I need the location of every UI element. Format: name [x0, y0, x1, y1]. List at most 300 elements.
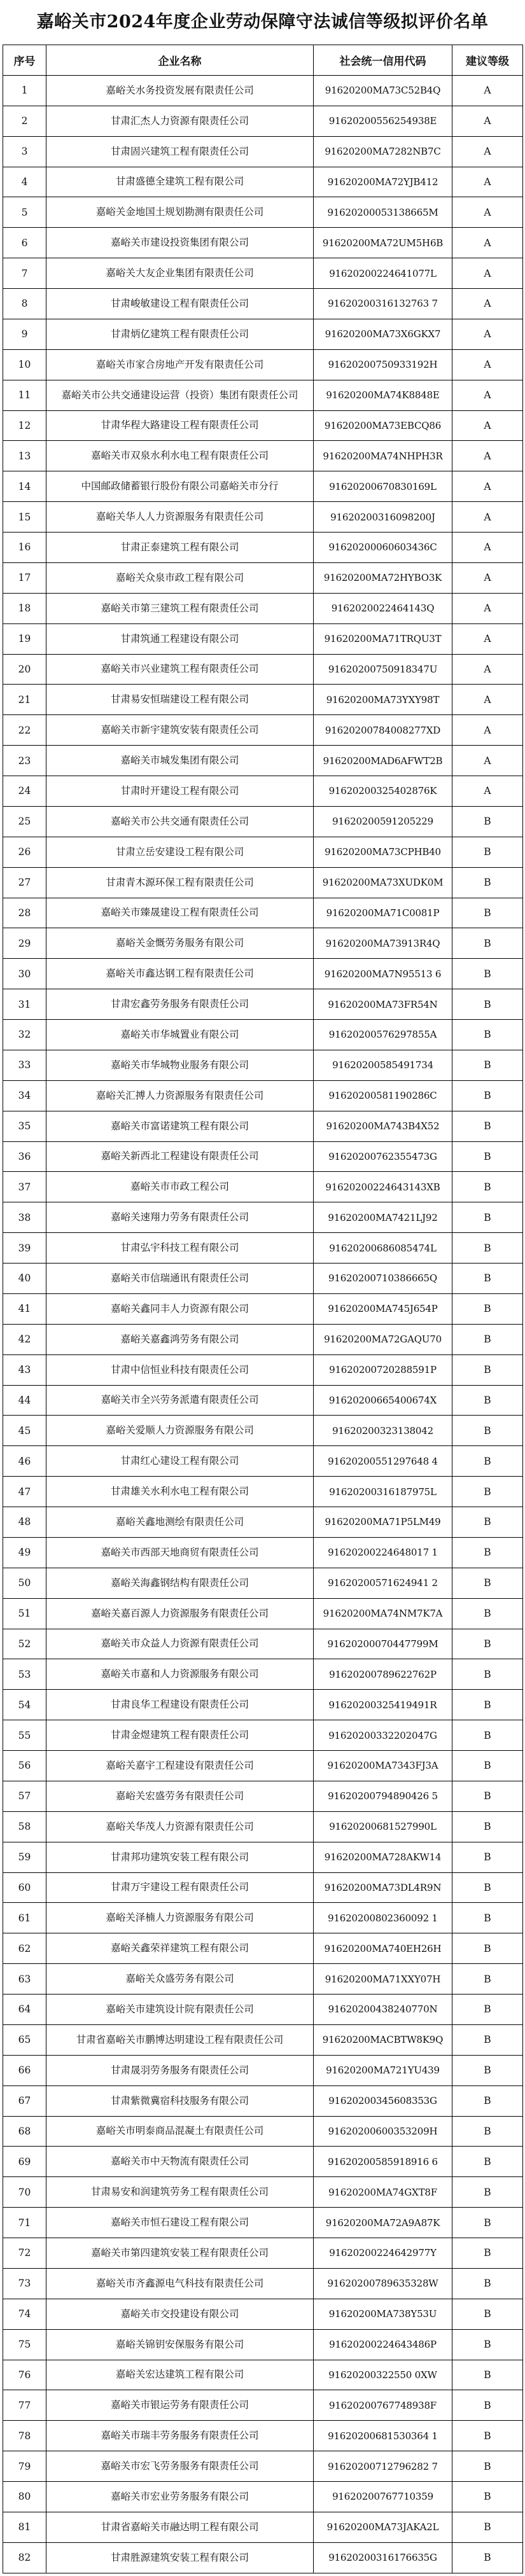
row-credit-code: 91620200332202047G — [314, 1720, 452, 1751]
row-level: B — [452, 1568, 523, 1598]
table-row — [3, 898, 523, 928]
row-credit-code: 91620200MA73CPHB40 — [314, 837, 452, 867]
row-level: B — [452, 1629, 523, 1659]
row-credit-code: 91620200720288591P — [314, 1354, 452, 1385]
row-credit-code: 91620200MA7421LJ92 — [314, 1202, 452, 1233]
row-credit-code: 91620200316187975L — [314, 1477, 452, 1507]
row-company-name: 甘肃易安和润建筑劳务工程有限责任公司 — [46, 2177, 314, 2208]
row-company-name: 中国邮政储蓄银行股份有限公司嘉峪关市分行 — [46, 471, 314, 502]
row-index: 76 — [3, 2360, 46, 2390]
row-level: A — [452, 715, 523, 746]
table-row — [3, 2116, 523, 2147]
page-title: 嘉峪关市2024年度企业劳动保障守法诚信等级拟评价名单 — [36, 12, 489, 32]
row-level: A — [452, 441, 523, 471]
row-level: B — [452, 1233, 523, 1264]
table-row — [3, 2085, 523, 2116]
table-row — [3, 1324, 523, 1354]
row-credit-code: 91620200MA74K8848E — [314, 380, 452, 410]
row-level: B — [452, 1050, 523, 1080]
row-company-name: 嘉峪关爱顺人力资源服务有限公司 — [46, 1416, 314, 1446]
row-credit-code: 91620200MA73C52B4Q — [314, 75, 452, 106]
row-level: A — [452, 502, 523, 533]
row-index: 51 — [3, 1598, 46, 1629]
row-credit-code: 91620200750933192H — [314, 349, 452, 380]
row-credit-code: 91620200556254938E — [314, 106, 452, 136]
row-company-name: 嘉峪关新西北工程建设有限责任公司 — [46, 1141, 314, 1172]
row-level: A — [452, 533, 523, 563]
row-index: 58 — [3, 1811, 46, 1842]
row-level: B — [452, 1324, 523, 1354]
row-company-name: 嘉峪关市恒石建设工程有限公司 — [46, 2208, 314, 2238]
table-row — [3, 2299, 523, 2329]
row-level: A — [452, 654, 523, 685]
row-index: 4 — [3, 167, 46, 197]
row-level: B — [452, 1598, 523, 1629]
row-level: A — [452, 746, 523, 776]
table-row — [3, 2055, 523, 2085]
table-row — [3, 837, 523, 867]
row-credit-code: 91620200762355473G — [314, 1141, 452, 1172]
row-level: B — [452, 2085, 523, 2116]
row-company-name: 嘉峪关华茂人力资源有限责任公司 — [46, 1811, 314, 1842]
row-credit-code: 91620200MA72UM5H6B — [314, 228, 452, 258]
table-row — [3, 685, 523, 715]
row-level: B — [452, 1446, 523, 1477]
row-index: 53 — [3, 1659, 46, 1690]
table-body — [3, 75, 523, 2573]
row-credit-code: 91620200MA745J654P — [314, 1293, 452, 1324]
table-row — [3, 1202, 523, 1233]
row-credit-code: 91620200MA72GAQU70 — [314, 1324, 452, 1354]
row-index: 65 — [3, 2024, 46, 2055]
row-company-name: 甘肃胜源建筑安装工程有限公司 — [46, 2542, 314, 2573]
table-row — [3, 959, 523, 989]
row-company-name: 嘉峪关水务投资发展有限责任公司 — [46, 75, 314, 106]
row-credit-code: 91620200MA73913R4Q — [314, 928, 452, 959]
row-index: 6 — [3, 228, 46, 258]
table-row — [3, 2147, 523, 2177]
table-row — [3, 593, 523, 623]
row-company-name: 嘉峪关众泉市政工程有限公司 — [46, 562, 314, 593]
row-index: 13 — [3, 441, 46, 471]
row-level: B — [452, 1903, 523, 1933]
row-credit-code: 91620200316176635G — [314, 2542, 452, 2573]
row-index: 67 — [3, 2085, 46, 2116]
row-level: B — [452, 2451, 523, 2482]
row-level: A — [452, 167, 523, 197]
row-company-name: 甘肃弘宇科技工程有限公司 — [46, 1233, 314, 1264]
row-index: 37 — [3, 1172, 46, 1202]
row-index: 49 — [3, 1537, 46, 1568]
row-credit-code: 91620200070447799M — [314, 1629, 452, 1659]
row-credit-code: 91620200224641077L — [314, 258, 452, 289]
row-index: 56 — [3, 1751, 46, 1781]
row-index: 72 — [3, 2238, 46, 2269]
row-level: B — [452, 1141, 523, 1172]
row-company-name: 嘉峪关汇搏人力资源服务有限责任公司 — [46, 1080, 314, 1111]
table-row — [3, 1629, 523, 1659]
row-index: 59 — [3, 1842, 46, 1872]
row-index: 5 — [3, 197, 46, 228]
row-company-name: 嘉峪关鑫地测绘有限责任公司 — [46, 1507, 314, 1538]
row-credit-code: 91620200MA7N95513 6 — [314, 959, 452, 989]
table-row — [3, 289, 523, 319]
row-level: B — [452, 959, 523, 989]
table-row — [3, 806, 523, 837]
row-index: 32 — [3, 1020, 46, 1050]
row-credit-code: 91620200MA7282NB7C — [314, 136, 452, 167]
row-company-name: 嘉峪关泽楠人力资源服务有限公司 — [46, 1903, 314, 1933]
row-company-name: 甘肃时开建设工程有限公司 — [46, 776, 314, 807]
table-row — [3, 2360, 523, 2390]
row-index: 10 — [3, 349, 46, 380]
table-row — [3, 1385, 523, 1416]
row-credit-code: 91620200MA71TRQU3T — [314, 623, 452, 654]
row-credit-code: 91620200789622762P — [314, 1659, 452, 1690]
row-index: 14 — [3, 471, 46, 502]
row-company-name: 嘉峪关市公共交通建设运营（投资）集团有限责任公司 — [46, 380, 314, 410]
row-level: B — [452, 1781, 523, 1811]
row-index: 40 — [3, 1264, 46, 1294]
row-company-name: 甘肃青木源环保工程有限责任公司 — [46, 867, 314, 898]
row-index: 19 — [3, 623, 46, 654]
row-level: B — [452, 1751, 523, 1781]
row-company-name: 嘉峪关市城发集团有限公司 — [46, 746, 314, 776]
row-credit-code: 91620200665400674X — [314, 1385, 452, 1416]
row-level: A — [452, 471, 523, 502]
table-row — [3, 1659, 523, 1690]
row-level: B — [452, 837, 523, 867]
row-credit-code: 91620200345608353G — [314, 2085, 452, 2116]
row-index: 77 — [3, 2390, 46, 2421]
header-credit-code: 社会统一信用代码 — [314, 45, 452, 76]
table-row — [3, 228, 523, 258]
table-row — [3, 1264, 523, 1294]
row-index: 47 — [3, 1477, 46, 1507]
row-index: 17 — [3, 562, 46, 593]
row-company-name: 嘉峪关市西部天地商贸有限责任公司 — [46, 1537, 314, 1568]
row-level: B — [452, 1507, 523, 1538]
row-level: B — [452, 2390, 523, 2421]
row-level: B — [452, 898, 523, 928]
row-company-name: 嘉峪关市富诺建筑工程有限公司 — [46, 1111, 314, 1141]
row-company-name: 嘉峪关市瑞丰劳务服务有限责任公司 — [46, 2421, 314, 2451]
table-row — [3, 1080, 523, 1111]
row-level: B — [452, 1659, 523, 1690]
header-level: 建议等级 — [452, 45, 523, 76]
row-index: 46 — [3, 1446, 46, 1477]
row-index: 63 — [3, 1964, 46, 1995]
row-credit-code: 91620200224643486P — [314, 2329, 452, 2360]
row-company-name: 嘉峪关市第三建筑工程有限责任公司 — [46, 593, 314, 623]
row-credit-code: 91620200MA72A9A87K — [314, 2208, 452, 2238]
row-level: B — [452, 928, 523, 959]
row-level: B — [452, 2055, 523, 2085]
table-row — [3, 928, 523, 959]
row-level: B — [452, 806, 523, 837]
row-credit-code: 91620200MA74NHPH3R — [314, 441, 452, 471]
table-row — [3, 197, 523, 228]
row-company-name: 嘉峪关市明泰商品混凝土有限责任公司 — [46, 2116, 314, 2147]
table-row — [3, 441, 523, 471]
row-company-name: 嘉峪关鑫荣祥建筑工程有限公司 — [46, 1933, 314, 1964]
row-level: A — [452, 776, 523, 807]
row-index: 50 — [3, 1568, 46, 1598]
table-row — [3, 1233, 523, 1264]
row-credit-code: 91620200325419491R — [314, 1690, 452, 1720]
row-level: A — [452, 136, 523, 167]
row-credit-code: 91620200600353209H — [314, 2116, 452, 2147]
row-index: 1 — [3, 75, 46, 106]
row-index: 78 — [3, 2421, 46, 2451]
row-credit-code: 91620200767748938F — [314, 2390, 452, 2421]
row-index: 41 — [3, 1293, 46, 1324]
row-company-name: 嘉峪关金地国土规划勘测有限责任公司 — [46, 197, 314, 228]
row-company-name: 嘉峪关市嘉和人力资源服务有限公司 — [46, 1659, 314, 1690]
row-index: 34 — [3, 1080, 46, 1111]
row-index: 35 — [3, 1111, 46, 1141]
row-credit-code: 91620200750918347U — [314, 654, 452, 685]
row-company-name: 嘉峪关大友企业集团有限责任公司 — [46, 258, 314, 289]
row-index: 80 — [3, 2482, 46, 2512]
row-level: B — [452, 1477, 523, 1507]
row-index: 74 — [3, 2299, 46, 2329]
row-index: 30 — [3, 959, 46, 989]
table-row — [3, 319, 523, 349]
table-row — [3, 258, 523, 289]
row-level: B — [452, 1080, 523, 1111]
row-credit-code: 91620200MA72HYBO3K — [314, 562, 452, 593]
row-credit-code: 91620200551297648 4 — [314, 1446, 452, 1477]
table-row — [3, 2208, 523, 2238]
row-level: B — [452, 1995, 523, 2025]
row-level: B — [452, 2024, 523, 2055]
table-row — [3, 380, 523, 410]
row-credit-code: 91620200585918916 6 — [314, 2147, 452, 2177]
row-level: B — [452, 1872, 523, 1903]
row-credit-code: 91620200MAD6AFWT2B — [314, 746, 452, 776]
row-company-name: 嘉峪关市第四建筑安装工程有限责任公司 — [46, 2238, 314, 2269]
row-level: B — [452, 2116, 523, 2147]
row-company-name: 甘肃盛德全建筑工程有限公司 — [46, 167, 314, 197]
row-credit-code: 91620200224648017 1 — [314, 1537, 452, 1568]
row-credit-code: 91620200MACBTW8K9Q — [314, 2024, 452, 2055]
row-index: 20 — [3, 654, 46, 685]
row-index: 25 — [3, 806, 46, 837]
row-level: B — [452, 1172, 523, 1202]
row-index: 29 — [3, 928, 46, 959]
row-index: 64 — [3, 1995, 46, 2025]
row-level: B — [452, 1811, 523, 1842]
row-index: 9 — [3, 319, 46, 349]
row-credit-code: 91620200710386665Q — [314, 1264, 452, 1294]
row-index: 52 — [3, 1629, 46, 1659]
table-row — [3, 1141, 523, 1172]
table-row — [3, 502, 523, 533]
table-row — [3, 471, 523, 502]
row-index: 48 — [3, 1507, 46, 1538]
row-level: B — [452, 2542, 523, 2573]
row-credit-code: 9162020022464143Q — [314, 593, 452, 623]
row-level: A — [452, 197, 523, 228]
row-index: 39 — [3, 1233, 46, 1264]
row-level: B — [452, 1964, 523, 1995]
row-index: 27 — [3, 867, 46, 898]
row-level: A — [452, 410, 523, 441]
row-level: A — [452, 380, 523, 410]
row-company-name: 嘉峪关市新宇建筑安装有限责任公司 — [46, 715, 314, 746]
table-row — [3, 2177, 523, 2208]
table-row — [3, 1781, 523, 1811]
row-level: A — [452, 75, 523, 106]
row-level: B — [452, 1416, 523, 1446]
row-index: 44 — [3, 1385, 46, 1416]
row-company-name: 嘉峪关市全兴劳务派遣有限责任公司 — [46, 1385, 314, 1416]
table-row — [3, 2390, 523, 2421]
table-row — [3, 1537, 523, 1568]
row-company-name: 嘉峪关嘉百源人力资源服务有限责任公司 — [46, 1598, 314, 1629]
row-credit-code: 91620200MA73JAKA2L — [314, 2512, 452, 2542]
row-company-name: 甘肃省嘉峪关市鹏博达明建设工程有限责任公司 — [46, 2024, 314, 2055]
row-company-name: 嘉峪关众盛劳务有限公司 — [46, 1964, 314, 1995]
row-company-name: 嘉峪关市市政工程公司 — [46, 1172, 314, 1202]
table-row — [3, 562, 523, 593]
row-company-name: 甘肃固兴建筑工程有限责任公司 — [46, 136, 314, 167]
row-index: 8 — [3, 289, 46, 319]
row-company-name: 嘉峪关市宏飞劳务服务有限责任公司 — [46, 2451, 314, 2482]
row-level: A — [452, 562, 523, 593]
row-level: B — [452, 2147, 523, 2177]
table-row — [3, 623, 523, 654]
row-company-name: 嘉峪关市建设投资集团有限公司 — [46, 228, 314, 258]
row-company-name: 甘肃万宇建设工程有限责任公司 — [46, 1872, 314, 1903]
row-credit-code: 91620200767710359 — [314, 2482, 452, 2512]
table-row — [3, 1568, 523, 1598]
row-credit-code: 91620200712796282 7 — [314, 2451, 452, 2482]
row-company-name: 甘肃紫微冀宿科技服务有限公司 — [46, 2085, 314, 2116]
row-company-name: 嘉峪关市臻晟建设工程有限责任公司 — [46, 898, 314, 928]
row-company-name: 甘肃筑通工程建设有限公司 — [46, 623, 314, 654]
table-row — [3, 167, 523, 197]
row-index: 31 — [3, 989, 46, 1020]
row-credit-code: 91620200681527990L — [314, 1811, 452, 1842]
row-company-name: 甘肃晟羽劳务服务有限责任公司 — [46, 2055, 314, 2085]
row-company-name: 甘肃邦功建筑安装工程有限公司 — [46, 1842, 314, 1872]
row-index: 68 — [3, 2116, 46, 2147]
row-company-name: 甘肃汇杰人力资源有限责任公司 — [46, 106, 314, 136]
row-credit-code: 91620200670830169L — [314, 471, 452, 502]
row-level: A — [452, 685, 523, 715]
row-index: 71 — [3, 2208, 46, 2238]
row-index: 23 — [3, 746, 46, 776]
row-level: A — [452, 319, 523, 349]
row-level: A — [452, 289, 523, 319]
row-credit-code: 91620200MA74GXT8F — [314, 2177, 452, 2208]
table-row — [3, 1507, 523, 1538]
table-row — [3, 1293, 523, 1324]
row-level: A — [452, 349, 523, 380]
table-row — [3, 1872, 523, 1903]
row-index: 2 — [3, 106, 46, 136]
row-company-name: 嘉峪关宏达建筑工程有限公司 — [46, 2360, 314, 2390]
row-index: 42 — [3, 1324, 46, 1354]
row-credit-code: 91620200MA73FR54N — [314, 989, 452, 1020]
row-level: B — [452, 2299, 523, 2329]
table-row — [3, 715, 523, 746]
table-row — [3, 2451, 523, 2482]
table-row — [3, 1903, 523, 1933]
row-index: 54 — [3, 1690, 46, 1720]
row-credit-code: 91620200MA71P5LM49 — [314, 1507, 452, 1538]
row-index: 28 — [3, 898, 46, 928]
table-row — [3, 989, 523, 1020]
row-credit-code: 91620200322550 0XW — [314, 2360, 452, 2390]
row-level: B — [452, 2360, 523, 2390]
row-company-name: 嘉峪关市华城置业有限公司 — [46, 1020, 314, 1050]
table-row — [3, 349, 523, 380]
table-row — [3, 1933, 523, 1964]
row-index: 79 — [3, 2451, 46, 2482]
row-index: 21 — [3, 685, 46, 715]
row-company-name: 嘉峪关华人人力资源服务有限责任公司 — [46, 502, 314, 533]
row-index: 24 — [3, 776, 46, 807]
row-company-name: 嘉峪关嘉宇工程建设有限责任公司 — [46, 1751, 314, 1781]
row-company-name: 嘉峪关锦钥安保服务有限公司 — [46, 2329, 314, 2360]
row-credit-code: 91620200MA7343FJ3A — [314, 1751, 452, 1781]
rating-table — [3, 45, 523, 2573]
row-index: 73 — [3, 2268, 46, 2299]
row-credit-code: 91620200591205229 — [314, 806, 452, 837]
table-row — [3, 1690, 523, 1720]
row-index: 62 — [3, 1933, 46, 1964]
header-company-name: 企业名称 — [46, 45, 314, 76]
row-company-name: 甘肃峻敏建设工程有限责任公司 — [46, 289, 314, 319]
row-level: A — [452, 258, 523, 289]
table-header-row — [3, 45, 523, 76]
table-row — [3, 1446, 523, 1477]
table-row — [3, 654, 523, 685]
row-company-name: 嘉峪关市齐鑫源电气科技有限责任公司 — [46, 2268, 314, 2299]
table-row — [3, 1354, 523, 1385]
row-level: A — [452, 106, 523, 136]
row-credit-code: 91620200MA740EH26H — [314, 1933, 452, 1964]
row-company-name: 嘉峪关市信瑞通讯有限责任公司 — [46, 1264, 314, 1294]
row-index: 7 — [3, 258, 46, 289]
table-row — [3, 867, 523, 898]
row-company-name: 嘉峪关金慨劳务服务有限公司 — [46, 928, 314, 959]
row-index: 55 — [3, 1720, 46, 1751]
row-credit-code: 91620200MA71XXY07H — [314, 1964, 452, 1995]
table-row — [3, 1172, 523, 1202]
row-company-name: 甘肃宏鑫劳务服务有限责任公司 — [46, 989, 314, 1020]
row-index: 16 — [3, 533, 46, 563]
row-level: B — [452, 2421, 523, 2451]
row-index: 22 — [3, 715, 46, 746]
row-credit-code: 91620200576297855A — [314, 1020, 452, 1050]
row-credit-code: 91620200224643143XB — [314, 1172, 452, 1202]
row-credit-code: 91620200MA73YXY98T — [314, 685, 452, 715]
row-credit-code: 91620200MA743B4X52 — [314, 1111, 452, 1141]
table-row — [3, 2512, 523, 2542]
row-index: 70 — [3, 2177, 46, 2208]
row-credit-code: 91620200794890426 5 — [314, 1781, 452, 1811]
row-credit-code: 91620200MA728AKW14 — [314, 1842, 452, 1872]
row-index: 18 — [3, 593, 46, 623]
row-index: 3 — [3, 136, 46, 167]
row-level: A — [452, 593, 523, 623]
row-level: A — [452, 623, 523, 654]
table-row — [3, 1416, 523, 1446]
